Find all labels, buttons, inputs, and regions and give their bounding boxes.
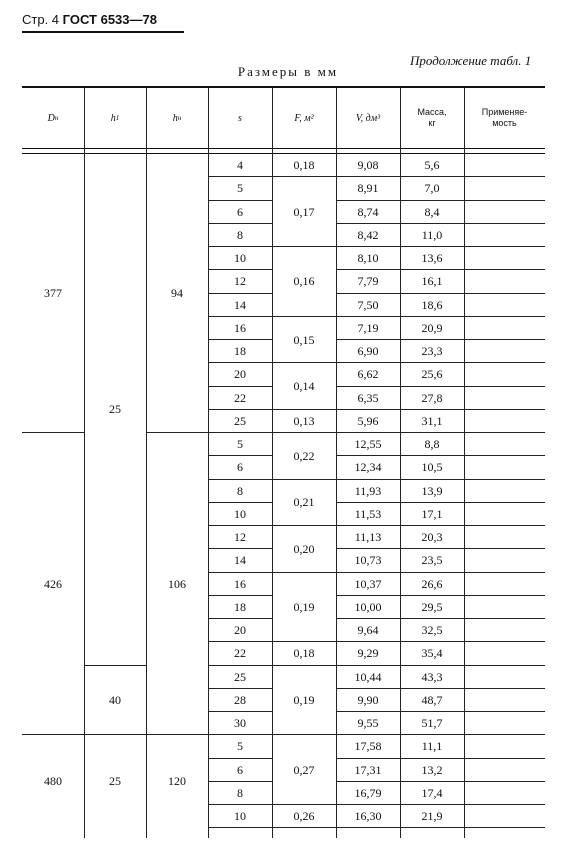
row-rule bbox=[464, 293, 545, 294]
s-value: 6 bbox=[237, 460, 243, 475]
mass-value: 8,8 bbox=[424, 437, 440, 452]
row-rule bbox=[336, 827, 400, 828]
s-value: 4 bbox=[237, 158, 243, 173]
row-rule bbox=[400, 827, 464, 828]
h1-value: 25 bbox=[109, 774, 121, 789]
s-value: 10 bbox=[234, 809, 246, 824]
v-value: 10,37 bbox=[354, 576, 382, 591]
h1-value: 40 bbox=[109, 692, 121, 707]
mass-value: 23,5 bbox=[421, 553, 443, 568]
s-value: 6 bbox=[237, 204, 243, 219]
s-value: 5 bbox=[237, 181, 243, 196]
s-value: 10 bbox=[234, 251, 246, 266]
mass-value: 26,6 bbox=[421, 576, 443, 591]
v-value: 8,74 bbox=[357, 204, 379, 219]
s-value: 14 bbox=[234, 297, 246, 312]
v-value: 10,73 bbox=[354, 553, 382, 568]
mass-value: 8,4 bbox=[424, 204, 440, 219]
s-value: 18 bbox=[234, 344, 246, 359]
v-value: 9,55 bbox=[357, 716, 379, 731]
group-rule bbox=[146, 432, 208, 433]
h1-value: 25 bbox=[109, 402, 121, 417]
row-rule bbox=[464, 455, 545, 456]
v-value: 6,90 bbox=[357, 344, 379, 359]
v-value: 12,55 bbox=[354, 437, 382, 452]
s-value: 5 bbox=[237, 739, 243, 754]
row-rule bbox=[464, 781, 545, 782]
f-value: 0,19 bbox=[293, 599, 315, 614]
f-value: 0,27 bbox=[293, 762, 315, 777]
row-rule bbox=[464, 176, 545, 177]
s-value: 30 bbox=[234, 716, 246, 731]
mass-value: 20,9 bbox=[421, 320, 443, 335]
mass-value: 13,2 bbox=[421, 762, 443, 777]
row-rule bbox=[464, 618, 545, 619]
mass-value: 29,5 bbox=[421, 599, 443, 614]
s-value: 22 bbox=[234, 646, 246, 661]
row-rule bbox=[464, 827, 545, 828]
mass-value: 35,4 bbox=[421, 646, 443, 661]
mass-value: 13,9 bbox=[421, 483, 443, 498]
mass-value: 25,6 bbox=[421, 367, 443, 382]
v-value: 10,44 bbox=[354, 669, 382, 684]
f-value: 0,21 bbox=[293, 495, 315, 510]
s-value: 12 bbox=[234, 530, 246, 545]
v-value: 8,91 bbox=[357, 181, 379, 196]
standard-code: ГОСТ 6533—78 bbox=[62, 12, 157, 27]
group-rule bbox=[84, 734, 146, 735]
mass-value: 10,5 bbox=[421, 460, 443, 475]
v-value: 11,13 bbox=[354, 530, 382, 545]
row-rule bbox=[464, 711, 545, 712]
s-value: 8 bbox=[237, 227, 243, 242]
v-value: 9,90 bbox=[357, 692, 379, 707]
f-value: 0,19 bbox=[293, 692, 315, 707]
group-rule bbox=[22, 734, 84, 735]
column-divider bbox=[464, 88, 465, 838]
s-value: 5 bbox=[237, 437, 243, 452]
dn-value: 480 bbox=[44, 774, 62, 789]
header-rule bbox=[22, 31, 184, 33]
mass-value: 7,0 bbox=[424, 181, 440, 196]
row-rule bbox=[464, 734, 545, 735]
column-header-hn: h н bbox=[172, 112, 182, 124]
s-value: 20 bbox=[234, 367, 246, 382]
s-value: 12 bbox=[234, 274, 246, 289]
mass-value: 51,7 bbox=[421, 716, 443, 731]
f-value: 0,18 bbox=[293, 158, 315, 173]
mass-value: 20,3 bbox=[421, 530, 443, 545]
f-value: 0,26 bbox=[293, 809, 315, 824]
row-rule bbox=[464, 432, 545, 433]
row-rule bbox=[464, 548, 545, 549]
column-header-dn: D н bbox=[47, 112, 59, 124]
s-value: 20 bbox=[234, 623, 246, 638]
v-value: 16,79 bbox=[354, 785, 382, 800]
s-value: 25 bbox=[234, 669, 246, 684]
mass-value: 23,3 bbox=[421, 344, 443, 359]
f-value: 0,13 bbox=[293, 413, 315, 428]
f-value: 0,14 bbox=[293, 379, 315, 393]
s-value: 22 bbox=[234, 390, 246, 405]
v-value: 17,58 bbox=[354, 739, 382, 754]
column-header-h1: h 1 bbox=[110, 112, 120, 124]
s-value: 14 bbox=[234, 553, 246, 568]
mass-value: 21,9 bbox=[421, 809, 443, 824]
row-rule bbox=[464, 362, 545, 363]
v-value: 11,53 bbox=[354, 506, 382, 521]
v-value: 7,79 bbox=[357, 274, 379, 289]
v-value: 8,42 bbox=[357, 227, 379, 242]
row-rule bbox=[464, 386, 545, 387]
mass-value: 11,0 bbox=[421, 227, 443, 242]
s-value: 28 bbox=[234, 692, 246, 707]
f-value: 0,22 bbox=[293, 448, 315, 463]
row-rule bbox=[272, 827, 336, 828]
row-rule bbox=[464, 339, 545, 340]
v-value: 9,64 bbox=[357, 623, 379, 638]
s-value: 16 bbox=[234, 576, 246, 591]
s-value: 8 bbox=[237, 785, 243, 800]
v-value: 6,35 bbox=[357, 390, 379, 405]
mass-value: 43,3 bbox=[421, 669, 443, 684]
column-header-F: F, м² bbox=[294, 112, 314, 124]
dn-value: 426 bbox=[44, 576, 62, 591]
group-rule bbox=[22, 432, 84, 433]
f-value: 0,15 bbox=[293, 332, 315, 347]
v-value: 5,96 bbox=[357, 413, 379, 428]
v-value: 8,10 bbox=[357, 251, 379, 266]
row-rule bbox=[464, 804, 545, 805]
v-value: 17,31 bbox=[354, 762, 382, 777]
f-value: 0,20 bbox=[293, 541, 315, 556]
row-rule bbox=[464, 572, 545, 573]
v-value: 10,00 bbox=[354, 599, 382, 614]
row-rule bbox=[464, 665, 545, 666]
mass-value: 48,7 bbox=[421, 692, 443, 707]
row-rule bbox=[464, 316, 545, 317]
s-value: 8 bbox=[237, 483, 243, 498]
row-rule bbox=[464, 641, 545, 642]
v-value: 7,50 bbox=[357, 297, 379, 312]
mass-value: 17,4 bbox=[421, 785, 443, 800]
v-value: 7,19 bbox=[357, 320, 379, 335]
mass-value: 27,8 bbox=[421, 390, 443, 405]
f-value: 0,16 bbox=[293, 274, 315, 289]
row-rule bbox=[464, 479, 545, 480]
column-header-V: V, дм³ bbox=[355, 112, 381, 124]
v-value: 9,08 bbox=[357, 158, 379, 173]
v-value: 9,29 bbox=[357, 646, 379, 661]
column-header-app: Применяе- мость bbox=[481, 107, 528, 128]
s-value: 18 bbox=[234, 599, 246, 614]
f-value: 0,18 bbox=[293, 646, 315, 661]
row-rule bbox=[464, 223, 545, 224]
row-rule bbox=[208, 827, 272, 828]
s-value: 16 bbox=[234, 320, 246, 335]
column-header-mass: Масса, кг bbox=[417, 107, 447, 128]
row-rule bbox=[464, 409, 545, 410]
mass-value: 31,1 bbox=[421, 413, 443, 428]
v-value: 6,62 bbox=[357, 367, 379, 382]
v-value: 12,34 bbox=[354, 460, 382, 475]
row-rule bbox=[464, 246, 545, 247]
mass-value: 11,1 bbox=[421, 739, 443, 754]
mass-value: 13,6 bbox=[421, 251, 443, 266]
hn-value: 120 bbox=[168, 774, 186, 789]
row-rule bbox=[464, 525, 545, 526]
mass-value: 5,6 bbox=[424, 158, 440, 173]
row-rule bbox=[464, 269, 545, 270]
s-value: 6 bbox=[237, 762, 243, 777]
group-rule bbox=[146, 734, 208, 735]
row-rule bbox=[464, 502, 545, 503]
column-header-s: s bbox=[238, 112, 242, 124]
units-caption: Размеры в мм bbox=[237, 64, 339, 79]
v-value: 11,93 bbox=[354, 483, 382, 498]
group-rule bbox=[84, 665, 146, 666]
s-value: 25 bbox=[234, 413, 246, 428]
continuation-note: Продолжение табл. 1 bbox=[410, 53, 532, 68]
mass-value: 16,1 bbox=[421, 274, 443, 289]
row-rule bbox=[464, 688, 545, 689]
hn-value: 94 bbox=[171, 286, 183, 300]
row-rule bbox=[464, 200, 545, 201]
hn-value: 106 bbox=[168, 576, 186, 591]
row-rule bbox=[464, 758, 545, 759]
row-rule bbox=[464, 595, 545, 596]
f-value: 0,17 bbox=[293, 204, 315, 219]
dn-value: 377 bbox=[44, 286, 62, 300]
page-number: Стр. 4 bbox=[22, 12, 60, 27]
page-header bbox=[22, 12, 157, 27]
mass-value: 32,5 bbox=[421, 623, 443, 638]
mass-value: 18,6 bbox=[421, 297, 443, 312]
s-value: 10 bbox=[234, 506, 246, 521]
mass-value: 17,1 bbox=[421, 506, 443, 521]
v-value: 16,30 bbox=[354, 809, 382, 824]
